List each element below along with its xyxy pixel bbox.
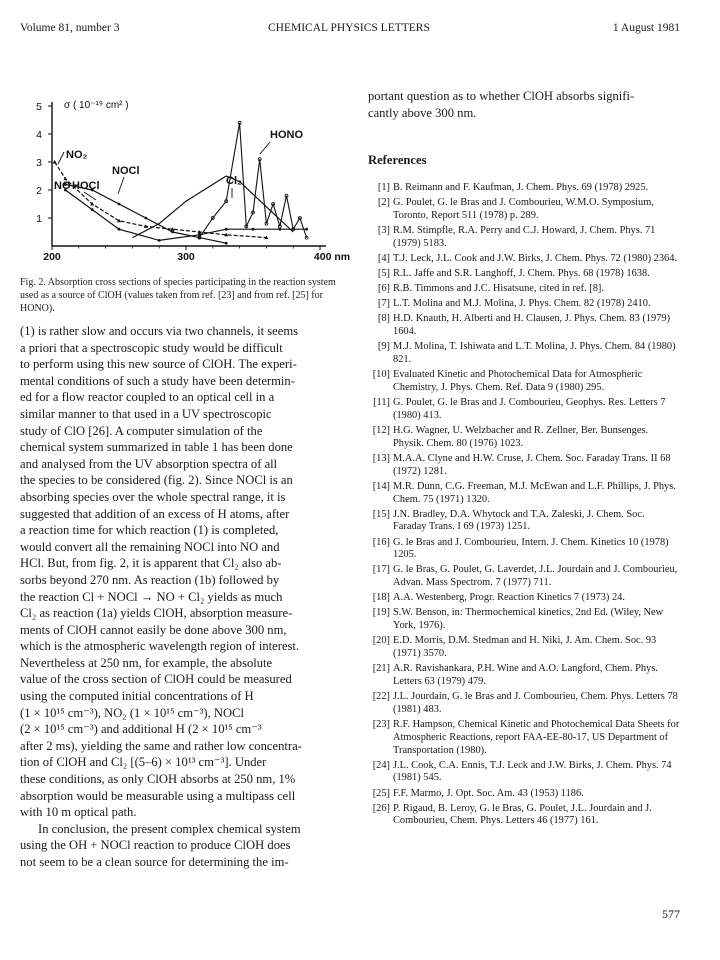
text-line: absorbing species over the whole spectral range, it is — [20, 489, 286, 504]
text-line: after 2 ms), yielding the same and rather low concentra- — [20, 738, 302, 753]
reference-item — [368, 663, 680, 689]
reference-number: [23] — [372, 719, 390, 730]
paragraph-1 — [20, 323, 342, 821]
text-line: ments of ClOH cannot easily be done above 300 nm, — [20, 622, 287, 637]
figure-2 — [20, 88, 351, 276]
text-line: to perform using this new source of ClOH. The experi- — [20, 357, 297, 372]
reference-number: [24] — [372, 759, 390, 771]
text-line: Nevertheless at 250 nm, for example, the absolute — [20, 655, 273, 670]
text-line: tion of ClOH and Cl₂ [(5–6) × 10¹³ cm⁻³]. Under — [20, 755, 267, 770]
reference-text: B. Reimann and F. Kaufman, J. Chem. Phys. 69 (1978) 2925. — [393, 182, 649, 194]
reference-item — [368, 509, 680, 535]
data-point — [171, 231, 174, 234]
reference-item — [368, 691, 680, 717]
data-point — [53, 160, 57, 164]
reference-text: M.A.A. Clyne and H.W. Cruse, J. Chem. Soc. Faraday Trans. II 68 (1972) 1281. — [393, 452, 671, 477]
text-line: Cl₂ as reaction (1a) yields ClOH, absorption measure- — [20, 606, 293, 621]
reference-item — [368, 397, 680, 423]
series-line — [65, 190, 306, 240]
journal-title: CHEMICAL PHYSICS LETTERS — [268, 22, 430, 34]
reference-number: [16] — [372, 536, 390, 548]
y-tick-label: 1 — [36, 213, 42, 225]
reference-text: G. Poulet, G. le Bras and J. Combourieu, W.M.O. Symposium, Toronto, Report 511 (1978) p. 289. — [393, 197, 654, 222]
data-point — [225, 228, 228, 231]
reference-item — [368, 197, 680, 223]
text-line: sorbs beyond 270 nm. As reaction (1b) followed by — [20, 572, 280, 587]
text-line: similar manner to that used in a UV spectroscopic — [20, 406, 272, 421]
reference-item — [368, 253, 680, 266]
x-tick-label: 300 — [177, 251, 195, 263]
references-list — [368, 182, 680, 828]
references-heading: References — [368, 153, 427, 168]
reference-text: R.F. Hampson, Chemical Kinetic and Photochemical Data Sheets for Atmospheric Reactions, report FAA-EE-80-17, US Department of Transportation (1980). — [393, 719, 680, 756]
reference-number: [21] — [372, 663, 390, 675]
text-line: these conditions, as only ClOH absorbs at 250 nm, 1% — [20, 772, 296, 787]
text-line: (1 × 10¹⁵ cm⁻³), NO₂ (1 × 10¹⁵ cm⁻³), NOCl — [20, 705, 245, 720]
data-point — [144, 217, 147, 220]
reference-text: M.J. Molina, T. Ishiwata and L.T. Molina, J. Phys. Chem. 84 (1980) 821. — [393, 341, 676, 366]
reference-number: [3] — [377, 225, 390, 237]
reference-item — [368, 635, 680, 661]
reference-number: [20] — [372, 635, 390, 647]
text-line: would convert all the remaining NOCl into NO and — [20, 539, 280, 554]
body-text — [20, 323, 342, 871]
reference-number: [11] — [373, 397, 390, 409]
y-axis-label: σ ( 10⁻¹⁹ cm² ) — [64, 100, 129, 111]
species-label: NO — [54, 180, 71, 192]
reference-number: [6] — [377, 283, 390, 295]
y-tick-label: 2 — [36, 185, 42, 197]
text-line: which is the atmospheric wavelength region of interest. — [20, 639, 300, 654]
text-line: (1) is rather slow and occurs via two channels, it seems — [20, 324, 299, 338]
reference-item — [368, 803, 680, 829]
reference-number: [15] — [372, 508, 390, 520]
data-point — [225, 242, 228, 245]
data-point — [305, 228, 308, 231]
text-line: cantly above 300 nm. — [368, 105, 477, 120]
reference-item — [368, 182, 680, 195]
reference-item — [368, 225, 680, 251]
reference-text: A.A. Westenberg, Progr. Reaction Kinetics 7 (1973) 24. — [393, 592, 625, 604]
label-pointer — [118, 177, 124, 194]
reference-number: [19] — [372, 607, 390, 619]
reference-text: R.B. Timmons and J.C. Hisatsune, cited in ref. [8]. — [393, 283, 604, 295]
reference-number: [26] — [372, 802, 390, 814]
reference-item — [368, 369, 680, 395]
y-tick-label: 3 — [36, 157, 42, 169]
text-line: a priori that a spectroscopic study would be difficult — [20, 340, 283, 355]
reference-item — [368, 268, 680, 281]
text-line: ed for a flow reactor coupled to an optical cell in a — [20, 390, 275, 405]
volume-label: Volume 81, number 3 — [20, 22, 120, 34]
text-line: study of ClO [26]. A computer simulation of the — [20, 423, 263, 438]
reference-item — [368, 283, 680, 296]
reference-text: R.M. Stimpfle, R.A. Perry and C.J. Howard, J. Chem. Phys. 71 (1979) 5183. — [393, 225, 656, 249]
y-tick-label: 5 — [36, 101, 42, 113]
reference-number: [1] — [377, 182, 390, 194]
reference-text: J.L. Cook, C.A. Ennis, T.J. Leck and J.W. Birks, J. Chem. Phys. 74 (1981) 545. — [393, 759, 672, 784]
text-line: using the computed initial concentrations of H — [20, 689, 254, 704]
reference-item — [368, 537, 680, 563]
reference-number: [12] — [372, 425, 390, 436]
reference-item — [368, 481, 680, 507]
reference-item — [368, 788, 680, 801]
text-line: mental conditions of such a study have been determin- — [20, 373, 295, 388]
reference-text: G. le Bras, G. Poulet, G. Laverdet, J.L. Jourdain and J. Combourieu, Advan. Mass Spectrom. 7 (1977) 711. — [393, 564, 678, 589]
species-label: NO₂ — [66, 149, 88, 161]
text-line: portant question as to whether ClOH absorbs signifi- — [368, 89, 635, 103]
text-line: In conclusion, the present complex chemical system — [38, 821, 301, 836]
figure-caption: Fig. 2. Absorption cross sections of species participating in the reaction system used as a source of ClOH (values taken from ref. [23] and from ref. [25] for HONO). — [20, 277, 336, 314]
x-tick-label: 400 nm — [313, 251, 351, 263]
reference-item — [368, 313, 680, 339]
text-line: HCl. But, from fig. 2, it is apparent that Cl₂ also ab- — [20, 556, 282, 571]
reference-text: Evaluated Kinetic and Photochemical Data for Atmospheric Chemistry, J. Phys. Chem. Ref. Data 9 (1980) 295. — [393, 369, 643, 394]
reference-text: G. le Bras and J. Combourieu, Intern. J. Chem. Kinetics 10 (1978) 1205. — [393, 536, 669, 561]
text-line: absorption would be measurable using a multipass cell — [20, 788, 296, 803]
text-line: with 10 m optical path. — [20, 805, 137, 820]
reference-item — [368, 564, 680, 590]
reference-number: [17] — [372, 564, 390, 576]
text-line: (2 × 10¹⁵ cm⁻³) and additional H (2 × 10¹⁵ cm⁻³ — [20, 722, 262, 737]
reference-text: T.J. Leck, J.L. Cook and J.W. Birks, J. Chem. Phys. 72 (1980) 2364. — [393, 253, 678, 265]
reference-text: G. Poulet, G. le Bras and J. Combourieu, Geophys. Res. Letters 7 (1980) 413. — [393, 397, 666, 421]
text-line: a reaction time for which reaction (1) is completed, — [20, 523, 279, 538]
reference-text: M.R. Dunn, C.G. Freeman, M.J. McEwan and L.F. Phillips, J. Phys. Chem. 75 (1971) 1320. — [393, 480, 676, 505]
reference-item — [368, 298, 680, 311]
reference-number: [9] — [377, 341, 390, 353]
reference-number: [7] — [377, 298, 390, 310]
data-point — [118, 203, 121, 206]
data-point — [91, 208, 94, 211]
text-line: suggested that addition of an excess of H atoms, after — [20, 506, 290, 521]
issue-date: 1 August 1981 — [612, 22, 680, 34]
data-point — [252, 228, 255, 231]
data-point — [158, 239, 161, 242]
reference-text: P. Rigaud, B. Leroy, G. le Bras, G. Poulet, J.L. Jourdain and J. Combourieu, Chem. Phys. Letters 46 (1977) 161. — [393, 802, 652, 827]
reference-item — [368, 341, 680, 367]
page-number: 577 — [662, 907, 680, 921]
reference-number: [22] — [372, 691, 390, 703]
y-tick-label: 4 — [36, 129, 42, 141]
reference-text: S.W. Benson, in: Thermochemical kinetics, 2nd Ed. (Wiley, New York, 1976). — [393, 607, 664, 632]
text-line: value of the cross section of ClOH could be measured — [20, 672, 292, 687]
species-label: HOCl — [72, 180, 100, 192]
series-line — [132, 176, 293, 238]
reference-text: L.T. Molina and M.J. Molina, J. Phys. Chem. 82 (1978) 2410. — [393, 298, 651, 310]
x-tick-label: 200 — [43, 251, 61, 263]
data-point — [118, 228, 121, 231]
reference-item — [368, 592, 680, 605]
reference-number: [5] — [377, 268, 390, 280]
running-header — [20, 22, 680, 38]
reference-number: [2] — [377, 197, 390, 209]
reference-number: [13] — [372, 452, 390, 464]
reference-text: A.R. Ravishankara, P.H. Wine and A.O. Langford, Chem. Phys. Letters 63 (1979) 479. — [393, 663, 658, 688]
reference-item — [368, 760, 680, 786]
absorption-chart — [20, 88, 351, 276]
left-column — [20, 88, 351, 871]
reference-item — [368, 453, 680, 479]
text-line: chemical system summarized in table 1 has been done — [20, 440, 293, 455]
reference-text: J.L. Jourdain, G. le Bras and J. Combourieu, Chem. Phys. Letters 78 (1981) 483. — [393, 691, 678, 715]
species-label: HONO — [270, 129, 303, 141]
reference-number: [10] — [372, 369, 390, 381]
reference-number: [14] — [372, 480, 390, 492]
reference-number: [4] — [377, 253, 390, 265]
reference-text: J.N. Bradley, D.A. Whytock and T.A. Zaleski, J. Chem. Soc. Faraday Trans. I 69 (1973) 1251. — [393, 508, 645, 533]
text-line: the reaction Cl + NOCl → NO + Cl₂ yields as much — [20, 589, 283, 604]
reference-text: F.F. Marmo, J. Opt. Soc. Am. 43 (1953) 1186. — [393, 787, 584, 799]
reference-number: [8] — [377, 313, 390, 325]
reference-text: E.D. Morris, D.M. Stedman and H. Niki, J. Am. Chem. Soc. 93 (1971) 3570. — [393, 635, 657, 660]
reference-item — [368, 719, 680, 757]
reference-item — [368, 607, 680, 633]
label-pointer — [260, 142, 270, 154]
text-line: and analysed from the UV absorption spectra of all — [20, 456, 278, 471]
species-label: Cl₂ — [226, 175, 242, 187]
paragraph-2 — [20, 821, 342, 871]
right-column — [368, 88, 680, 831]
text-line: using the OH + NOCl reaction to produce ClOH does — [20, 838, 291, 853]
reference-item — [368, 425, 680, 451]
reference-text: H.D. Knauth, H. Alberti and H. Clausen, J. Phys. Chem. 83 (1979) 1604. — [393, 313, 671, 338]
text-line: not seem to be a clean source for determining the im- — [20, 855, 289, 869]
label-pointer — [58, 152, 64, 164]
reference-text: H.G. Wagner, U. Welzbacher and R. Zellner, Ber. Bunsenges. Physik. Chem. 80 (1976) 1023. — [393, 425, 649, 449]
continued-paragraph — [368, 88, 680, 121]
reference-text: R.L. Jaffe and S.R. Langhoff, J. Chem. Phys. 68 (1978) 1638. — [393, 268, 650, 280]
text-line: the species to be considered (fig. 2). Since NOCl is an — [20, 473, 293, 488]
species-label: NOCl — [112, 165, 140, 177]
reference-number: [25] — [372, 787, 390, 799]
reference-number: [18] — [372, 592, 390, 604]
